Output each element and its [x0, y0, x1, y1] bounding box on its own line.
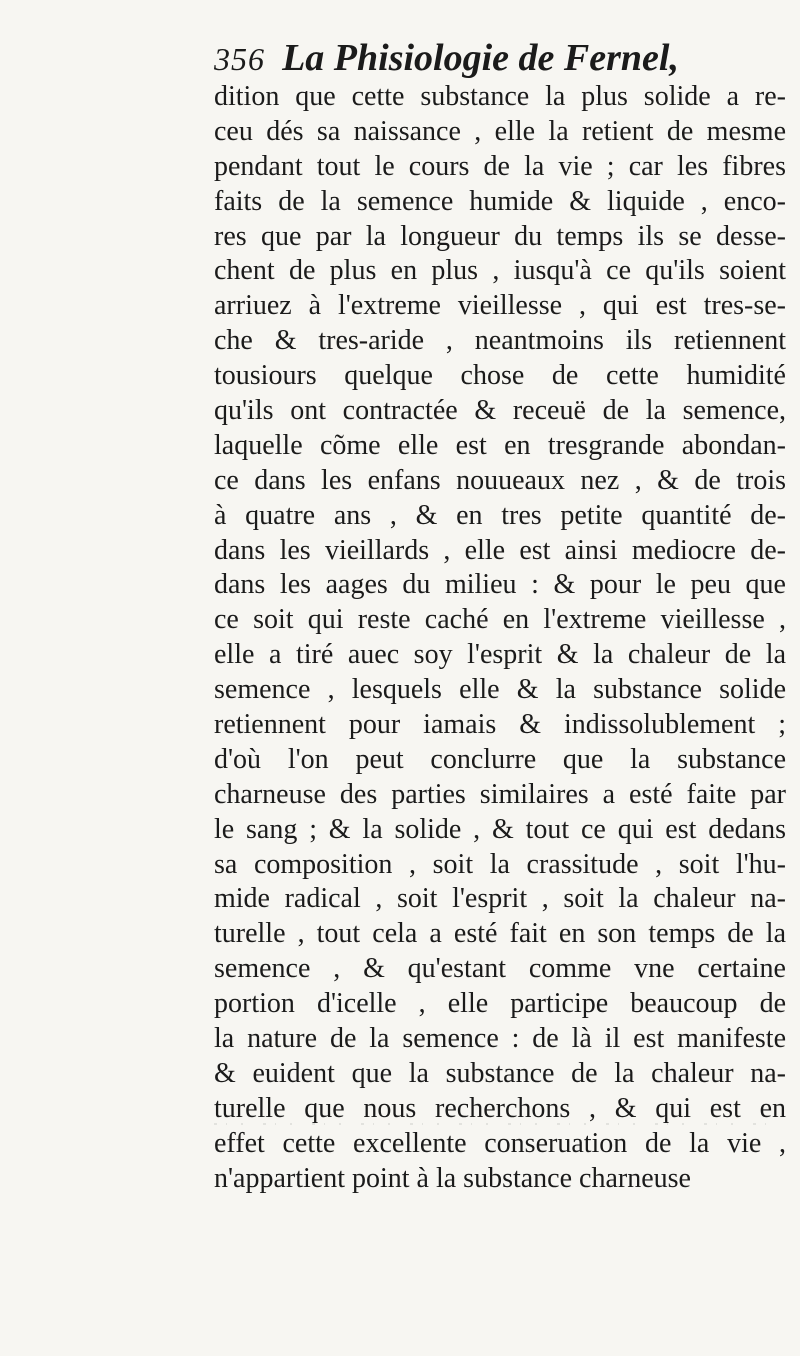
print-smudge [214, 1121, 774, 1127]
text-line: le sang ; & la solide , & tout ce qui est dedans [214, 813, 786, 845]
text-line: laquelle cõme elle est en tresgrande abondan- [214, 429, 786, 461]
running-title: La Phisiologie de Fernel, [282, 37, 679, 79]
text-line: pendant tout le cours de la vie ; car les fibres [214, 150, 786, 182]
text-line: la nature de la semence : de là il est manifeste [214, 1023, 786, 1055]
text-line: elle a tiré auec soy l'esprit & la chaleur de la [214, 639, 786, 671]
text-line: arriuez à l'extreme vieillesse , qui est tres-se- [214, 290, 786, 322]
text-line: effet cette excellente conseruation de la vie , [214, 1127, 786, 1159]
text-line: d'où l'on peut conclurre que la substance [214, 743, 786, 775]
text-line: turelle que nous recherchons , & qui est en [214, 1092, 786, 1124]
text-line: & euident que la substance de la chaleur na- [214, 1057, 786, 1089]
page-header [214, 36, 794, 82]
text-line: charneuse des parties similaires a esté faite par [214, 778, 786, 810]
text-line: dans les vieillards , elle est ainsi mediocre de- [214, 534, 786, 566]
text-line: semence , & qu'estant comme vne certaine [214, 953, 786, 985]
body-text [214, 80, 786, 1197]
text-line: qu'ils ont contractée & receuë de la semence, [214, 395, 786, 427]
text-line: dition que cette substance la plus solide a re- [214, 81, 786, 112]
text-line: tousiours quelque chose de cette humidité [214, 360, 786, 392]
page-number: 356 [214, 41, 265, 77]
text-line: sa composition , soit la crassitude , soit l'hu- [214, 848, 786, 880]
text-line: portion d'icelle , elle participe beaucoup de [214, 988, 786, 1020]
text-line: faits de la semence humide & liquide , enco- [214, 185, 786, 217]
text-line: res que par la longueur du temps ils se desse- [214, 220, 786, 252]
text-line: ce dans les enfans nouueaux nez , & de trois [214, 464, 786, 496]
text-line: ce soit qui reste caché en l'extreme vieillesse , [214, 604, 786, 636]
text-line: semence , lesquels elle & la substance solide [214, 674, 786, 706]
text-line: dans les aages du milieu : & pour le peu que [214, 569, 786, 601]
text-line: n'appartient point à la substance charneuse [214, 1162, 691, 1194]
text-line: turelle , tout cela a esté fait en son temps de la [214, 918, 786, 950]
text-line: retiennent pour iamais & indissolublement ; [214, 709, 786, 741]
text-line: ceu dés sa naissance , elle la retient de mesme [214, 115, 786, 147]
text-line: chent de plus en plus , iusqu'à ce qu'ils soient [214, 255, 786, 287]
text-line: che & tres-aride , neantmoins ils retiennent [214, 325, 786, 357]
text-line: à quatre ans , & en tres petite quantité de- [214, 499, 786, 531]
text-line: mide radical , soit l'esprit , soit la chaleur na- [214, 883, 786, 915]
